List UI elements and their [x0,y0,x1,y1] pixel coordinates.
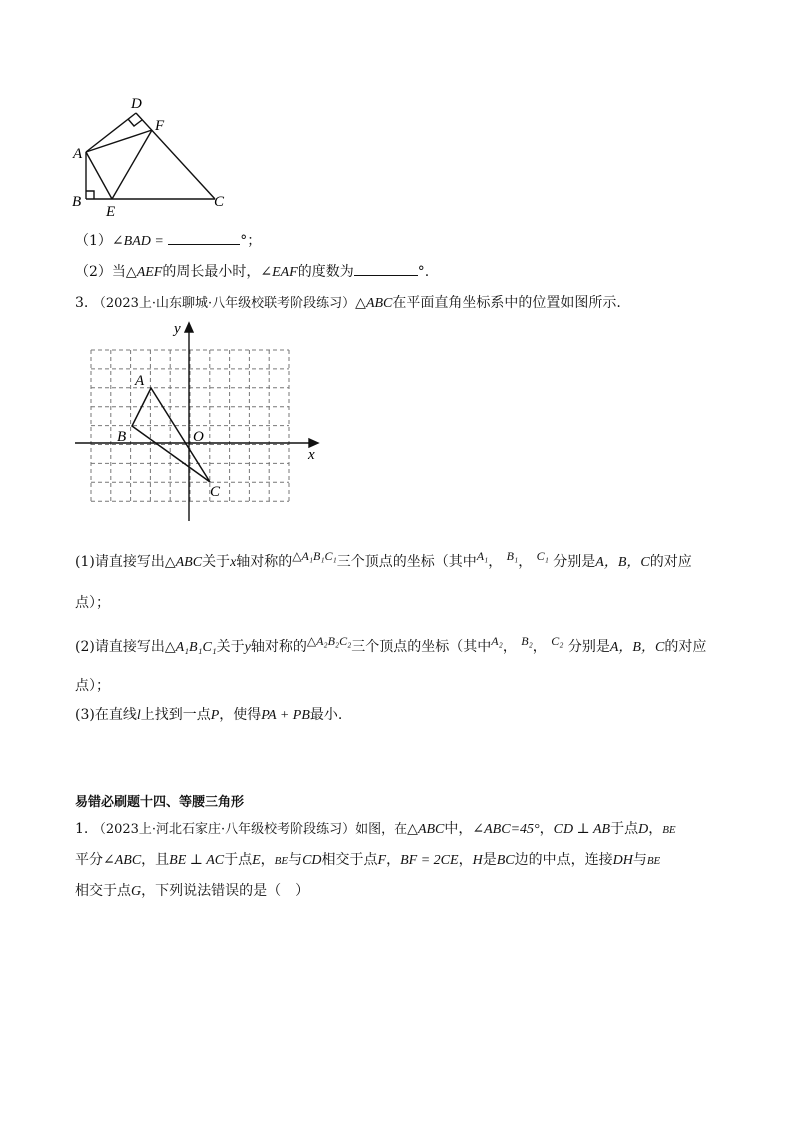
q2-part1: （1）∠BAD = °； [75,233,262,249]
figure-quadrilateral [60,90,250,220]
q4-line2: 平分∠ABC，且BE ⊥ AC于点E，BE与CD相交于点F，BF = 2CE，H是BC边的中点，连接DH与BE [75,852,661,868]
y-axis-arrow [185,323,193,332]
label-F: F [155,118,165,134]
q4-line3: 相交于点G，下列说法错误的是（ ） [75,883,310,899]
figure-coordinate-grid [70,318,330,526]
q3-sub3: (3)在直线l上找到一点P，使得PA + PB最小. [75,707,343,723]
q3-sub1-line1: (1)请直接写出△ABC关于x轴对称的△A₁B₁C₁三个顶点的坐标（其中A₁， B₁， C₁ 分别是A，B，C的对应 [75,549,692,570]
vertex-label-A: A [135,373,145,389]
x-axis-arrow [309,439,318,447]
q2-part2: （2）当△AEF的周长最小时，∠EAF的度数为 °. [75,264,430,280]
axis-label-y: y [174,321,181,337]
label-D: D [131,96,142,112]
vertex-label-B: B [117,429,127,445]
origin-label-O: O [193,429,204,445]
answer-blank-1[interactable] [168,244,240,245]
label-E: E [106,204,116,220]
q3-sub2-line2: 点）； [75,678,110,694]
q3-stem: 3. （2023上·山东聊城·八年级校联考阶段练习）△ABC在平面直角坐标系中的位置如图所示. [75,295,621,311]
label-C: C [214,194,225,210]
vertex-label-C: C [210,484,221,500]
q4-line1: 1. （2023上·河北石家庄·八年级校考阶段练习）如图，在△ABC中，∠ABC=45°，CD ⊥ AB于点D，BE [75,821,676,837]
angle-bad: ∠BAD = [111,234,164,249]
axis-label-x: x [308,447,315,463]
label-B: B [72,194,82,210]
q3-sub1-line2: 点）； [75,595,110,611]
section-title: 易错必刷题十四、等腰三角形 [75,795,245,810]
answer-blank-2[interactable] [354,275,418,276]
label-A: A [73,146,83,162]
q3-sub2-line1: (2)请直接写出△A₁B₁C₁关于y轴对称的△A₂B₂C₂三个顶点的坐标（其中A₂， B₂， C₂ 分别是A，B，C的对应 [75,634,707,655]
